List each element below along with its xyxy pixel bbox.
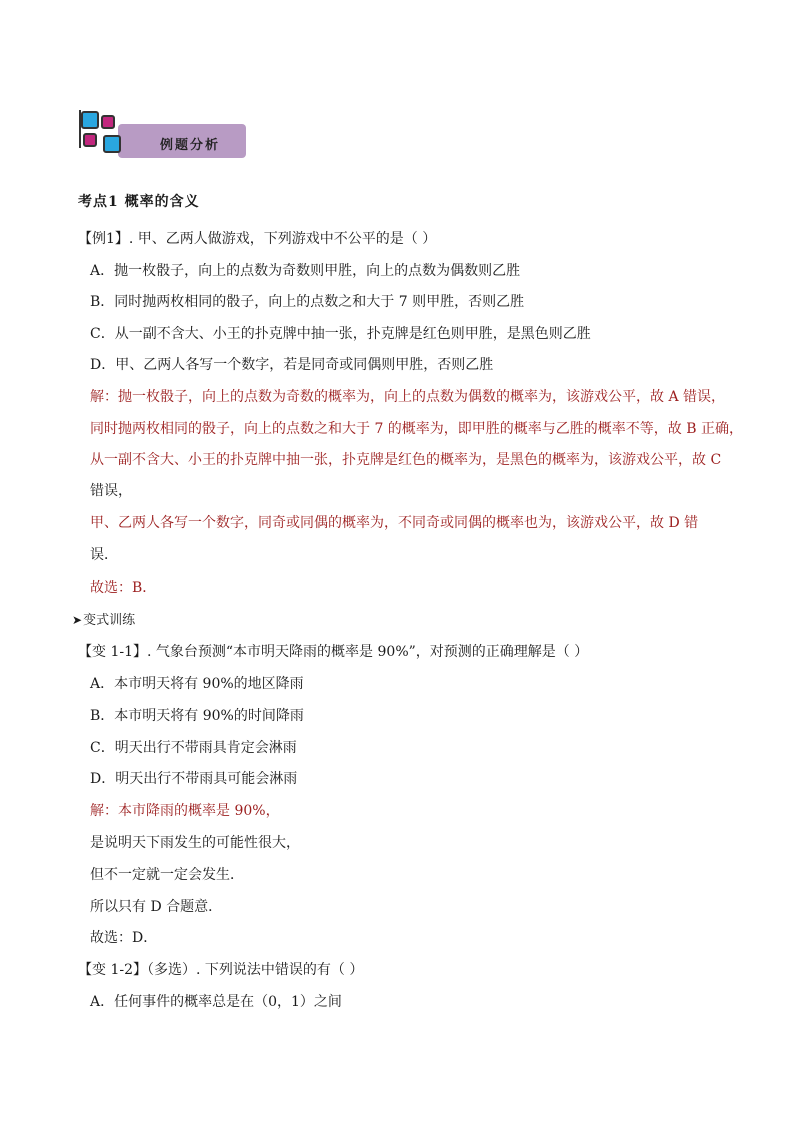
variant-heading: ➤变式训练 [72, 610, 135, 631]
variant1-1-solution-line: 但不一定就一定会发生． [90, 867, 244, 883]
variant1-1-option-b: B．本市明天将有 90%的时间降雨 [90, 708, 304, 724]
example1-solution-line: 从一副不含大、小王的扑克牌中抽一张，扑克牌是红色的概率为，是黑色的概率为，该游戏公平，故 C [90, 452, 722, 468]
example1-question: 【例1】. 甲、乙两人做游戏，下列游戏中不公平的是（ ） [78, 231, 437, 247]
example1-solution-line: 甲、乙两人各写一个数字，同奇或同偶的概率为，不同奇或同偶的概率也为，该游戏公平，故 D 错 [90, 515, 699, 531]
example1-answer: 故选：B． [90, 580, 157, 596]
variant1-1-solution-line: 所以只有 D 合题意． [90, 899, 223, 915]
example1-option-b: B．同时抛两枚相同的骰子，向上的点数之和大于 7 则甲胜，否则乙胜 [90, 294, 525, 310]
example1-option-a: A．抛一枚骰子，向上的点数为奇数则甲胜，向上的点数为偶数则乙胜 [90, 263, 521, 279]
example1-option-c: C．从一副不含大、小王的扑克牌中抽一张，扑克牌是红色则甲胜，是黑色则乙胜 [90, 326, 591, 342]
variant1-2-question: 【变 1-2】（多选）. 下列说法中错误的有（ ） [78, 962, 364, 978]
topic-title: 考点1 概率的含义 [78, 194, 200, 210]
variant1-2-option-a: A．任何事件的概率总是在（0，1）之间 [90, 994, 342, 1010]
example1-solution-line: 同时抛两枚相同的骰子，向上的点数之和大于 7 的概率为，即甲胜的概率与乙胜的概率不等，故 B 正确， [90, 421, 743, 437]
variant1-1-solution-line: 解：本市降雨的概率是 90%， [90, 803, 280, 819]
example1-solution-line: 错误， [90, 483, 132, 499]
arrow-bullet-icon: ➤ [72, 613, 83, 627]
section-title: 例题分析 [160, 138, 221, 153]
variant1-1-option-d: D．明天出行不带雨具可能会淋雨 [90, 771, 298, 787]
variant1-1-question: 【变 1-1】. 气象台预测“本市明天降雨的概率是 90%”，对预测的正确理解是（ ） [78, 644, 589, 660]
example1-option-d: D．甲、乙两人各写一个数字，若是同奇或同偶则甲胜，否则乙胜 [90, 357, 494, 373]
variant1-1-option-a: A．本市明天将有 90%的地区降雨 [90, 676, 304, 692]
variant1-1-option-c: C．明天出行不带雨具肯定会淋雨 [90, 740, 297, 756]
example1-solution-line: 解：抛一枚骰子，向上的点数为奇数的概率为，向上的点数为偶数的概率为，该游戏公平，故 A 错误， [90, 389, 726, 405]
example1-solution-line: 误． [90, 547, 118, 563]
variant1-1-answer: 故选：D． [90, 930, 158, 946]
variant1-1-solution-line: 是说明天下雨发生的可能性很大， [90, 835, 300, 851]
